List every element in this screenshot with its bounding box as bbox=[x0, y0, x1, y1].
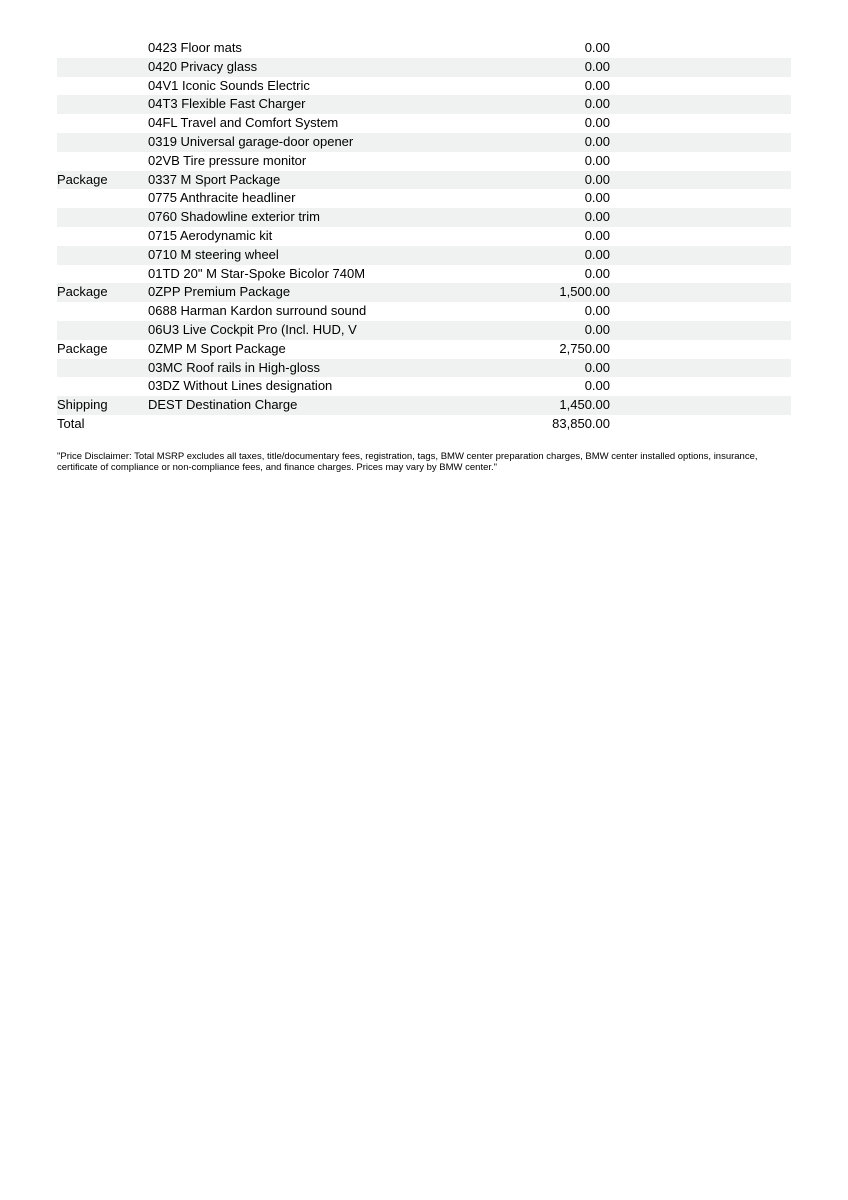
row-category bbox=[57, 265, 148, 284]
table-row bbox=[57, 283, 791, 302]
table-row bbox=[57, 95, 791, 114]
table-row bbox=[57, 321, 791, 340]
row-item: DEST Destination Charge bbox=[148, 397, 298, 413]
row-spacer bbox=[610, 340, 791, 359]
row-spacer bbox=[610, 246, 791, 265]
row-spacer bbox=[610, 133, 791, 152]
row-category: Shipping bbox=[57, 397, 108, 413]
row-category bbox=[57, 39, 148, 58]
row-item: 0688 Harman Kardon surround sound bbox=[148, 303, 367, 319]
row-price: 0.00 bbox=[584, 96, 610, 112]
table-row bbox=[57, 208, 791, 227]
row-price: 0.00 bbox=[584, 359, 610, 375]
table-row bbox=[57, 265, 791, 284]
row-spacer bbox=[610, 265, 791, 284]
row-item bbox=[148, 415, 478, 434]
row-category bbox=[57, 58, 148, 77]
row-item: 03MC Roof rails in High-gloss bbox=[148, 359, 320, 375]
row-spacer bbox=[610, 283, 791, 302]
row-spacer bbox=[610, 396, 791, 415]
row-spacer bbox=[610, 227, 791, 246]
price-disclaimer: "Price Disclaimer: Total MSRP excludes all taxes, title/documentary fees, registration, tags, BMW center preparation charges, BMW center installed options, insurance, certificate of compliance or non-compliance fees, and finance charges. Prices may vary by BMW center." bbox=[57, 450, 758, 474]
row-item: 0423 Floor mats bbox=[148, 40, 242, 55]
row-spacer bbox=[610, 359, 791, 378]
row-price: 83,850.00 bbox=[552, 415, 610, 431]
row-price: 0.00 bbox=[584, 321, 610, 337]
row-item: 03DZ Without Lines designation bbox=[148, 378, 333, 394]
row-price: 0.00 bbox=[584, 115, 610, 131]
row-spacer bbox=[610, 208, 791, 227]
row-item: 04FL Travel and Comfort System bbox=[148, 115, 339, 131]
row-item: 06U3 Live Cockpit Pro (Incl. HUD, V bbox=[148, 321, 357, 337]
row-price: 0.00 bbox=[584, 246, 610, 262]
row-item: 04V1 Iconic Sounds Electric bbox=[148, 77, 310, 93]
row-category: Total bbox=[57, 415, 85, 431]
row-category: Package bbox=[57, 171, 108, 187]
row-item: 04T3 Flexible Fast Charger bbox=[148, 96, 306, 112]
row-category bbox=[57, 359, 148, 378]
row-spacer bbox=[610, 321, 791, 340]
table-row bbox=[57, 415, 791, 434]
row-category bbox=[57, 114, 148, 133]
row-category bbox=[57, 246, 148, 265]
row-category bbox=[57, 377, 148, 396]
row-spacer bbox=[610, 95, 791, 114]
row-price: 0.00 bbox=[584, 265, 610, 281]
row-price: 0.00 bbox=[584, 190, 610, 206]
row-item: 0ZMP M Sport Package bbox=[148, 340, 286, 356]
row-category bbox=[57, 302, 148, 321]
row-item: 0760 Shadowline exterior trim bbox=[148, 209, 320, 225]
row-category bbox=[57, 189, 148, 208]
table-row bbox=[57, 77, 791, 96]
row-price: 0.00 bbox=[584, 133, 610, 149]
row-item: 0775 Anthracite headliner bbox=[148, 190, 296, 206]
row-spacer bbox=[610, 152, 791, 171]
row-price: 2,750.00 bbox=[559, 340, 610, 356]
row-item: 0ZPP Premium Package bbox=[148, 284, 291, 300]
row-spacer bbox=[610, 77, 791, 96]
row-spacer bbox=[610, 377, 791, 396]
row-price: 0.00 bbox=[584, 303, 610, 319]
table-row bbox=[57, 171, 791, 190]
row-price: 1,500.00 bbox=[559, 284, 610, 300]
row-spacer bbox=[610, 171, 791, 190]
row-category bbox=[57, 77, 148, 96]
row-item: 02VB Tire pressure monitor bbox=[148, 152, 307, 168]
row-category bbox=[57, 227, 148, 246]
row-price: 0.00 bbox=[584, 378, 610, 394]
row-item: 0715 Aerodynamic kit bbox=[148, 227, 273, 243]
row-spacer bbox=[610, 114, 791, 133]
row-category: Package bbox=[57, 284, 108, 300]
row-item: 0710 M steering wheel bbox=[148, 246, 279, 262]
row-price: 0.00 bbox=[584, 58, 610, 74]
row-price: 1,450.00 bbox=[559, 397, 610, 413]
table-row bbox=[57, 189, 791, 208]
table-row bbox=[57, 377, 791, 396]
table-row bbox=[57, 359, 791, 378]
row-price: 0.00 bbox=[584, 40, 610, 55]
row-price: 0.00 bbox=[584, 209, 610, 225]
row-spacer bbox=[610, 39, 791, 58]
row-category bbox=[57, 133, 148, 152]
table-row bbox=[57, 227, 791, 246]
row-item: 0420 Privacy glass bbox=[148, 58, 258, 74]
table-row bbox=[57, 152, 791, 171]
table-row bbox=[57, 246, 791, 265]
row-category bbox=[57, 208, 148, 227]
price-table-body bbox=[57, 39, 791, 434]
table-row bbox=[57, 58, 791, 77]
row-category: Package bbox=[57, 340, 108, 356]
table-row bbox=[57, 114, 791, 133]
row-spacer bbox=[610, 58, 791, 77]
table-row bbox=[57, 39, 791, 58]
row-price: 0.00 bbox=[584, 227, 610, 243]
row-category bbox=[57, 152, 148, 171]
table-row bbox=[57, 396, 791, 415]
row-price: 0.00 bbox=[584, 171, 610, 187]
price-table bbox=[57, 39, 791, 434]
row-spacer bbox=[610, 415, 791, 434]
row-spacer bbox=[610, 302, 791, 321]
row-category bbox=[57, 95, 148, 114]
row-item: 0337 M Sport Package bbox=[148, 171, 281, 187]
table-row bbox=[57, 302, 791, 321]
row-category bbox=[57, 321, 148, 340]
row-item: 0319 Universal garage-door opener bbox=[148, 133, 354, 149]
table-row bbox=[57, 133, 791, 152]
table-row bbox=[57, 340, 791, 359]
row-price: 0.00 bbox=[584, 152, 610, 168]
row-price: 0.00 bbox=[584, 77, 610, 93]
row-spacer bbox=[610, 189, 791, 208]
row-item: 01TD 20" M Star-Spoke Bicolor 740M bbox=[148, 265, 366, 281]
